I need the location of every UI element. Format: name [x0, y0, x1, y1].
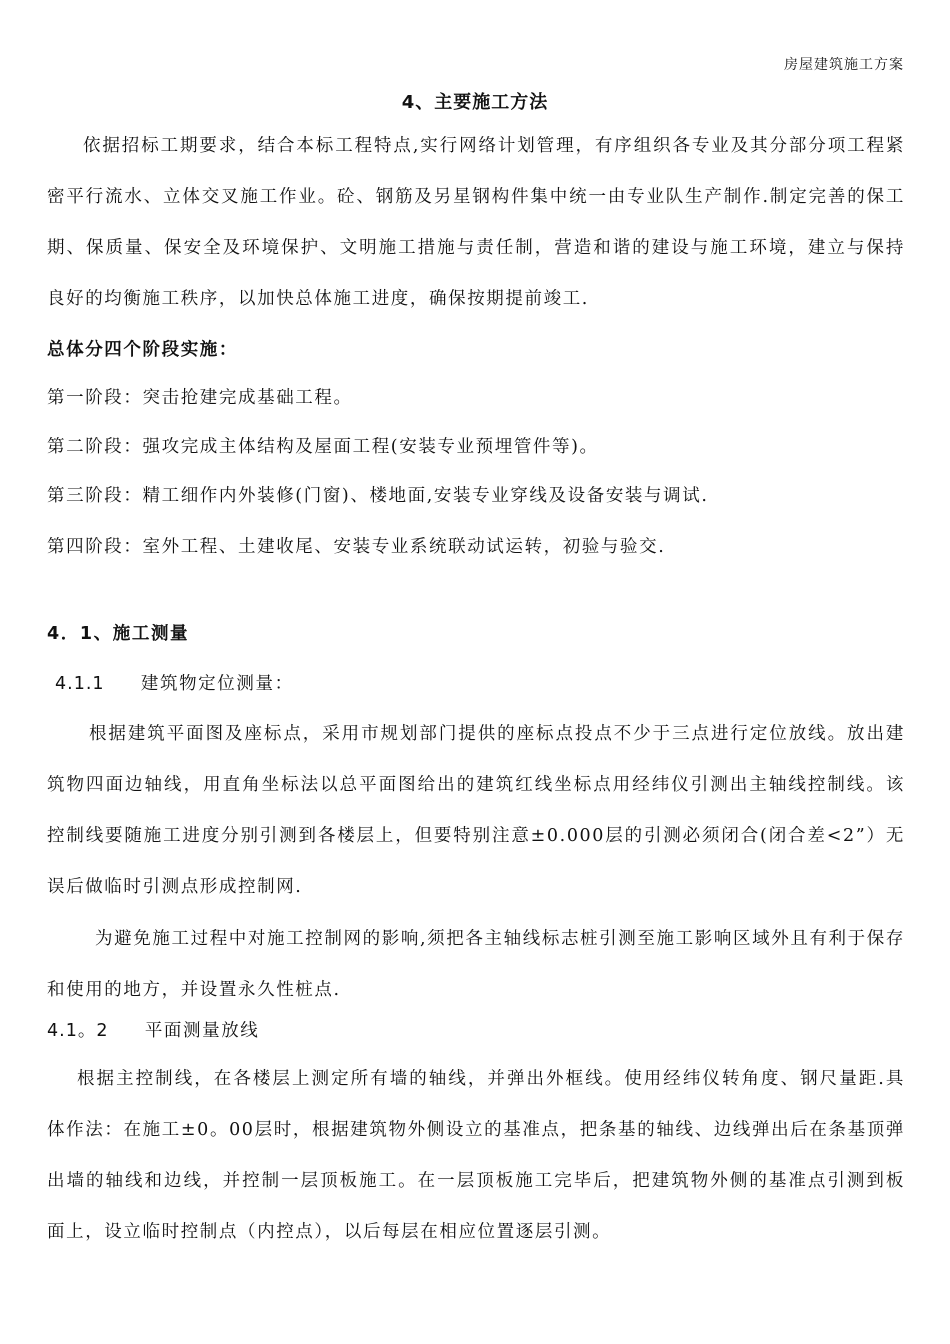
intro-paragraph: 依据招标工期要求，结合本标工程特点,实行网络计划管理，有序组织各专业及其分部分项工程紧密平行流水、立体交叉施工作业。砼、钢筋及另星钢构件集中统一由专业队生产制作.制定完善的保工期、保质量、保安全及环境保护、文明施工措施与责任制，营造和谐的建设与施工环境，建立与保持良好的均衡施工秩序，以加快总体施工进度，确保按期提前竣工.: [47, 136, 905, 309]
subsection-heading-4-1-1: [55, 670, 294, 695]
subsection-number: 4.1。2: [47, 1021, 109, 1041]
subsection-heading-4-1: 4．1、施工测量: [47, 624, 190, 644]
subsection-title: 建筑物定位测量：: [140, 674, 294, 694]
stage-item-4: 第四阶段：室外工程、土建收尾、安装专业系统联动试运转，初验与验交.: [47, 537, 666, 557]
positioning-paragraph-1: 根据建筑平面图及座标点，采用市规划部门提供的座标点投点不少于三点进行定位放线。放出建筑物四面边轴线，用直角坐标法以总平面图给出的建筑红线坐标点用经纬仪引测出主轴线控制线。该控制线要随施工进度分别引测到各楼层上，但要特别注意±0.000层的引测必须闭合(闭合差<2”）无误后做临时引测点形成控制网.: [47, 724, 905, 897]
section-title: 4、主要施工方法: [401, 92, 549, 113]
stage-item-3: 第三阶段：精工细作内外装修(门窗)、楼地面,安装专业穿线及设备安装与调试.: [47, 486, 709, 506]
subsection-heading-4-1-2: [47, 1017, 259, 1042]
running-header: 房屋建筑施工方案: [784, 57, 904, 73]
stage-item-2: 第二阶段：强攻完成主体结构及屋面工程(安装专业预埋管件等)。: [47, 437, 599, 457]
stage-item-1: 第一阶段：突击抢建完成基础工程。: [47, 388, 353, 408]
subsection-title: 平面测量放线: [144, 1021, 260, 1041]
stages-heading: 总体分四个阶段实施：: [47, 340, 238, 360]
layout-survey-paragraph: 根据主控制线，在各楼层上测定所有墙的轴线，并弹出外框线。使用经纬仪转角度、钢尺量距.具体作法：在施工±0。00层时，根据建筑物外侧设立的基准点，把条基的轴线、边线弹出后在条基顶弹出墙的轴线和边线，并控制一层顶板施工。在一层顶板施工完毕后，把建筑物外侧的基准点引测到板面上，设立临时控制点（内控点），以后每层在相应位置逐层引测。: [47, 1069, 905, 1242]
positioning-paragraph-2: 为避免施工过程中对施工控制网的影响,须把各主轴线标志桩引测至施工影响区域外且有利于保存和使用的地方，并设置永久性桩点.: [47, 929, 905, 1000]
subsection-number: 4.1.1: [55, 674, 105, 694]
